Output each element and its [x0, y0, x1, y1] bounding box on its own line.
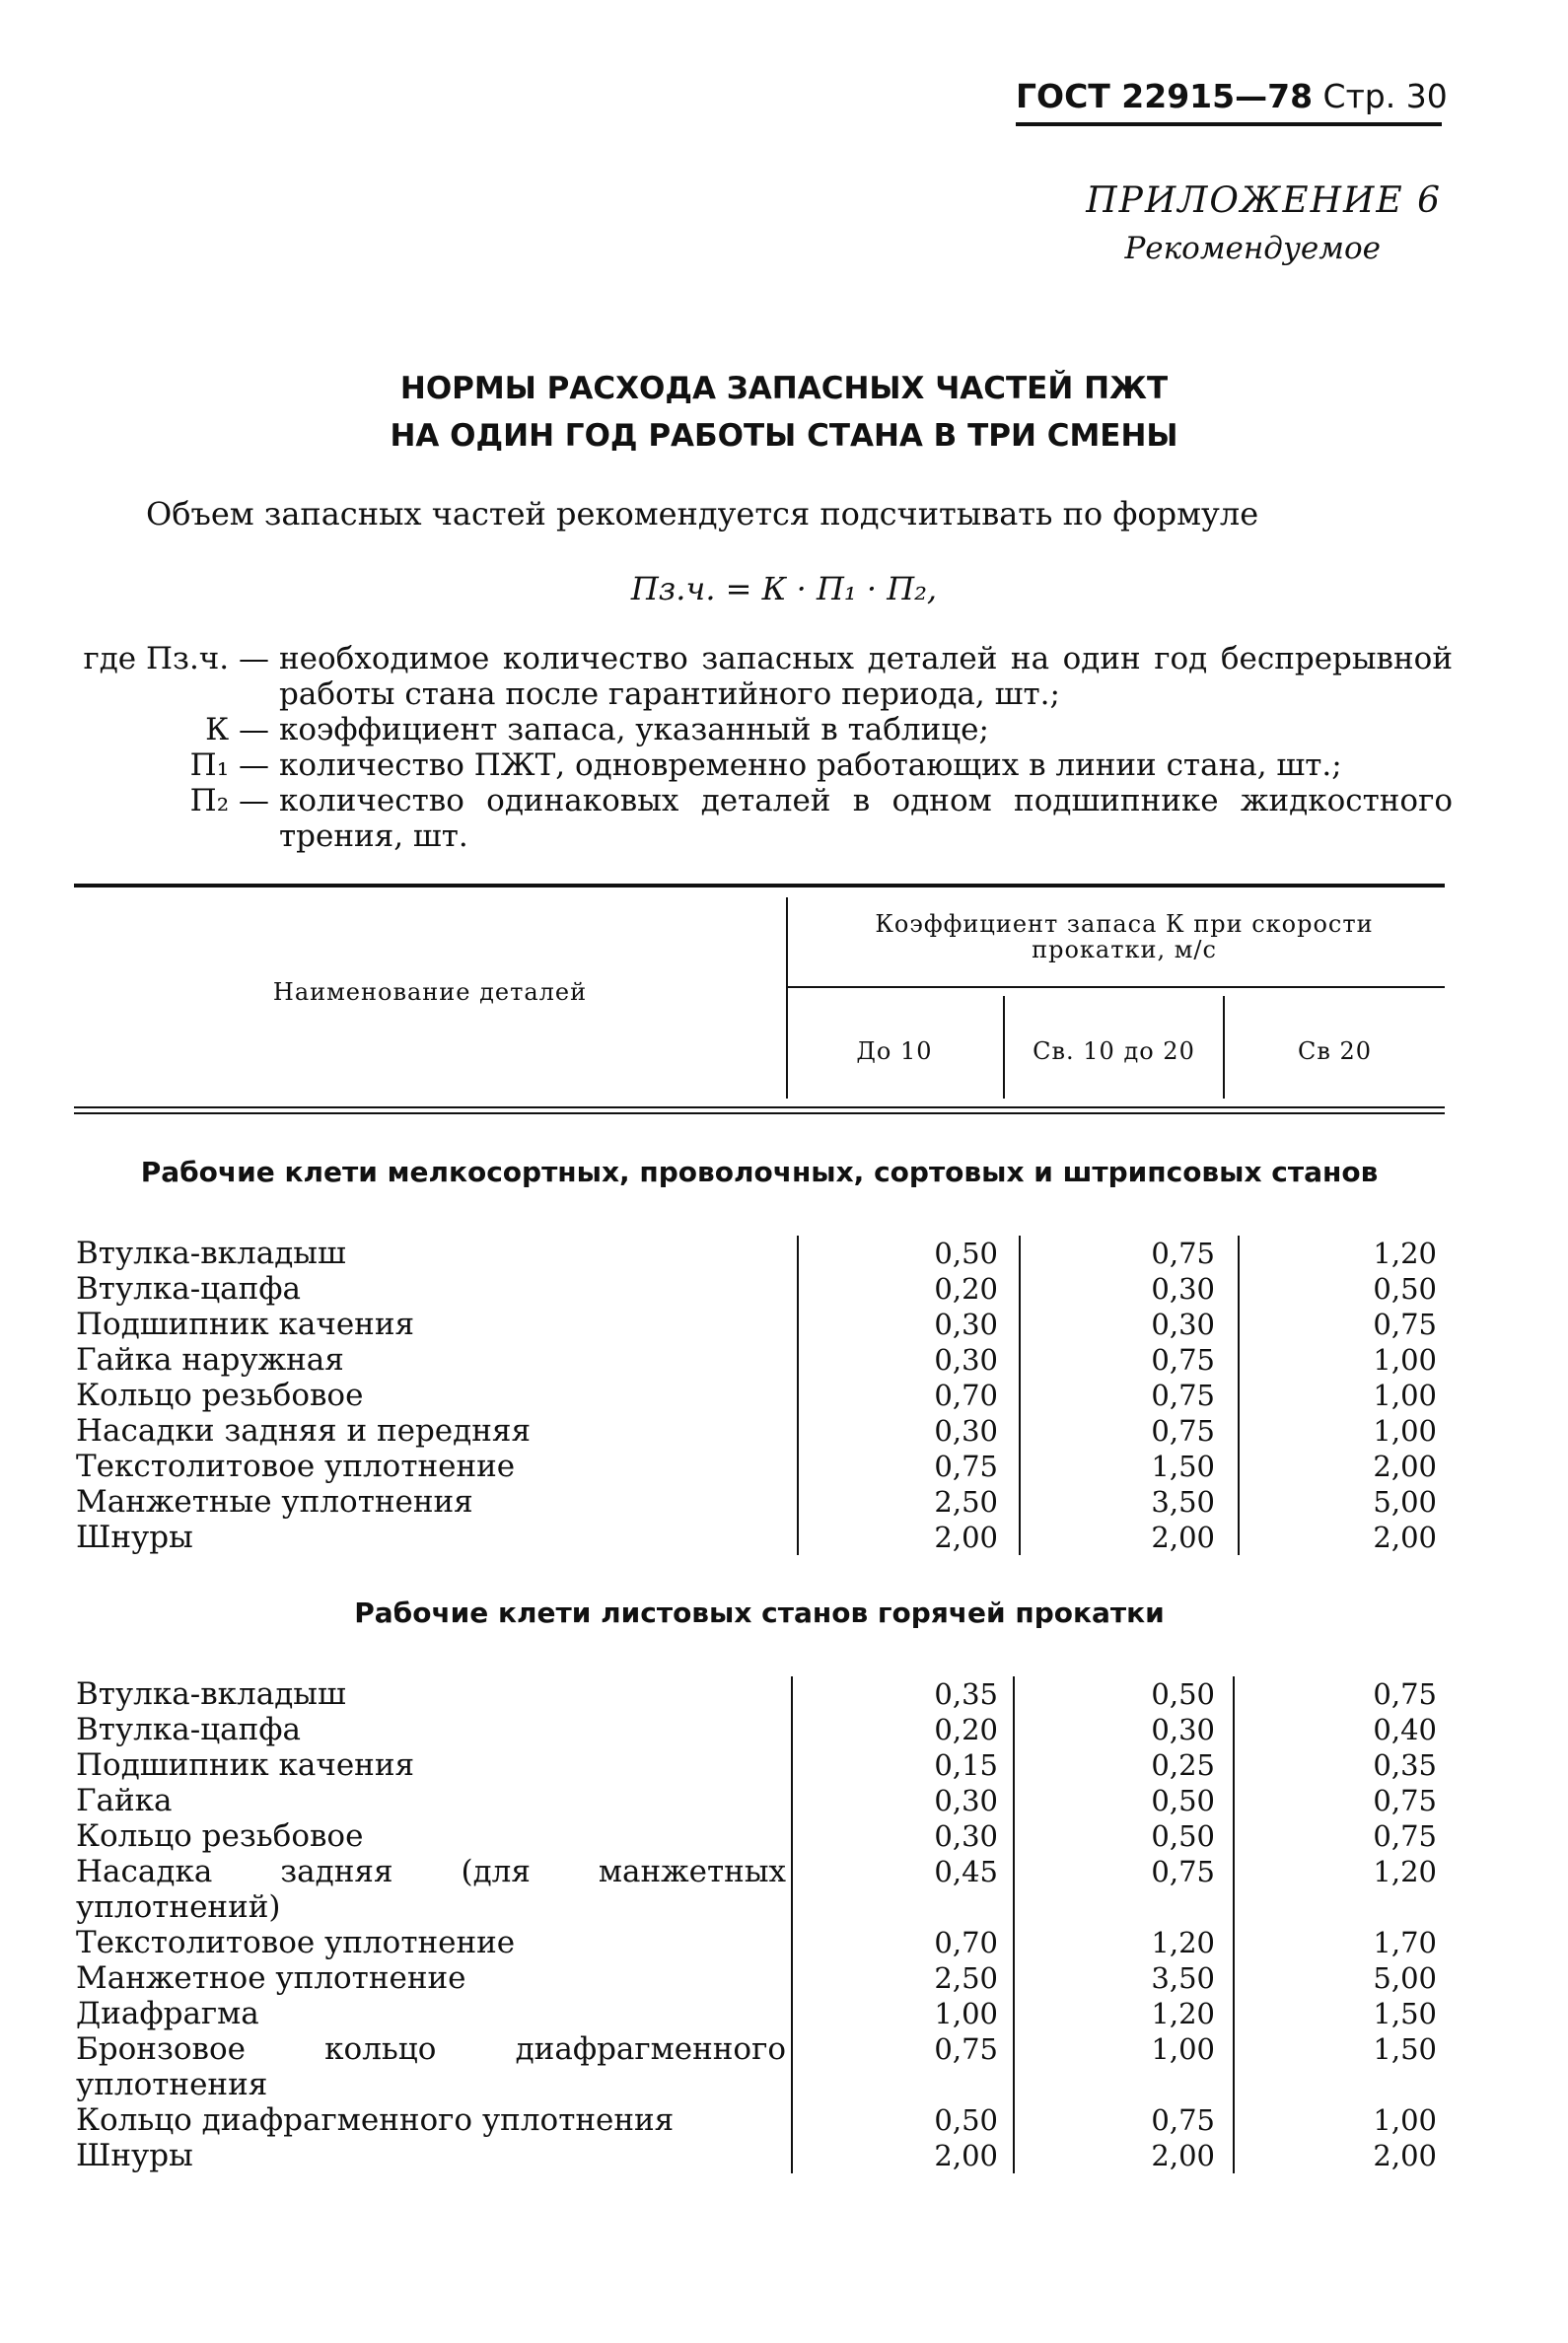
appendix-label: [1086, 178, 1442, 272]
table-row: [74, 1960, 1445, 1996]
column-rule: [1238, 1236, 1240, 1555]
coef-value: 1,00: [1373, 1414, 1437, 1448]
coef-value: 0,30: [934, 1784, 998, 1817]
coef-value: 2,00: [1151, 2139, 1215, 2172]
coef-value: 0,50: [1151, 1784, 1215, 1817]
header-divider: [786, 986, 1445, 988]
norms-table: [74, 884, 1445, 2173]
column-rule: [1013, 1676, 1015, 2173]
table-row: [74, 2031, 1445, 2102]
part-name: Подшипник качения: [76, 1307, 415, 1342]
page-header: [1016, 77, 1448, 115]
coef-value: 1,00: [934, 1997, 998, 2030]
part-name: Подшипник качения: [76, 1747, 415, 1783]
part-name: Втулка-цапфа: [76, 1712, 302, 1747]
part-name: Диафрагма: [76, 1996, 259, 2031]
coef-value: 0,30: [1151, 1308, 1215, 1341]
part-name: Текстолитовое уплотнение: [76, 1925, 516, 1960]
coef-value: 0,20: [934, 1713, 998, 1746]
definitions-list: [77, 641, 1453, 854]
coef-value: 2,50: [934, 1485, 998, 1519]
part-name: Манжетные уплотнения: [76, 1484, 473, 1520]
table-row: [74, 1996, 1445, 2031]
part-name: Гайка: [76, 1783, 173, 1818]
coef-value: 0,15: [934, 1748, 998, 1782]
page-number: Стр. 30: [1322, 77, 1448, 115]
coef-value: 2,00: [1373, 1521, 1437, 1554]
column-header-name: Наименование деталей: [272, 978, 588, 1006]
column-rule: [797, 1236, 799, 1555]
part-name: Втулка-вкладыш: [76, 1676, 346, 1712]
coef-value: 2,00: [1373, 1450, 1437, 1483]
coef-value: 0,35: [934, 1677, 998, 1711]
title-line-2: НА ОДИН ГОД РАБОТЫ СТАНА В ТРИ СМЕНЫ: [390, 418, 1178, 454]
header-divider: [786, 897, 788, 1099]
coef-value: 2,50: [934, 1961, 998, 1995]
appendix-number: ПРИЛОЖЕНИЕ 6: [1086, 180, 1442, 221]
definition-symbol: П₂ —: [189, 783, 269, 818]
coef-value: 0,75: [1151, 1414, 1215, 1448]
definition-symbol: где Пз.ч. —: [83, 641, 269, 676]
coef-value: 2,00: [934, 1521, 998, 1554]
coef-value: 1,00: [1373, 2103, 1437, 2137]
part-name: Манжетное уплотнение: [76, 1960, 466, 1996]
part-name: Насадки задняя и передняя: [76, 1413, 532, 1449]
coef-value: 0,30: [1151, 1713, 1215, 1746]
coef-value: 1,00: [1151, 2032, 1215, 2066]
table-row: [74, 1676, 1445, 1712]
part-name: Втулка-вкладыш: [76, 1236, 346, 1271]
appendix-status: Рекомендуемое: [1124, 231, 1381, 266]
coef-value: 0,30: [934, 1819, 998, 1853]
coef-value: 0,30: [934, 1308, 998, 1341]
coef-value: 1,20: [1373, 1855, 1437, 1888]
part-name: Бронзовое кольцо диафрагменного уплотнения: [76, 2031, 786, 2102]
coef-value: 0,50: [934, 2103, 998, 2137]
coef-value: 0,75: [1151, 1855, 1215, 1888]
section-title: Рабочие клети мелкосортных, проволочных, сортовых и штрипсовых станов: [140, 1156, 1379, 1188]
definition-text: необходимое количество запасных деталей на один год беспрерывной работы стана после гарантийного периода, шт.;: [279, 641, 1453, 712]
table-row: [74, 1747, 1445, 1783]
coef-value: 0,30: [934, 1343, 998, 1377]
coef-value: 1,70: [1373, 1926, 1437, 1959]
coef-value: 0,45: [934, 1855, 998, 1888]
coef-value: 2,00: [1151, 1521, 1215, 1554]
coef-value: 3,50: [1151, 1961, 1215, 1995]
part-name: Гайка наружная: [76, 1342, 344, 1378]
coef-value: 1,20: [1151, 1926, 1215, 1959]
coef-value: 0,30: [934, 1414, 998, 1448]
table-row: [74, 1854, 1445, 1925]
coef-value: 0,75: [1373, 1784, 1437, 1817]
title-line-1: НОРМЫ РАСХОДА ЗАПАСНЫХ ЧАСТЕЙ ПЖТ: [399, 371, 1169, 406]
table-row: [74, 2138, 1445, 2173]
coef-value: 0,75: [1151, 2103, 1215, 2137]
column-rule: [791, 1676, 793, 2173]
intro-text: Объем запасных частей рекомендуется подсчитывать по формуле: [146, 495, 1259, 532]
table-row: [74, 2102, 1445, 2138]
coef-value: 0,75: [934, 1450, 998, 1483]
definition-text: количество одинаковых деталей в одном подшипнике жидкостного трения, шт.: [279, 783, 1453, 854]
coef-value: 0,75: [1373, 1677, 1437, 1711]
part-name: Шнуры: [76, 1520, 193, 1555]
coef-value: 0,50: [1373, 1272, 1437, 1306]
table-row: [74, 1818, 1445, 1854]
document-title: [0, 365, 1568, 460]
coef-value: 1,00: [1373, 1343, 1437, 1377]
coef-value: 1,50: [1373, 1997, 1437, 2030]
coef-value: 0,75: [1151, 1343, 1215, 1377]
part-name: Шнуры: [76, 2138, 193, 2173]
coef-value: 0,75: [1151, 1379, 1215, 1412]
section-title: Рабочие клети листовых станов горячей прокатки: [354, 1597, 1165, 1629]
coef-value: 1,20: [1151, 1997, 1215, 2030]
definition-item: [77, 641, 1453, 712]
table-header: [74, 888, 1445, 1106]
coef-value: 0,75: [1151, 1237, 1215, 1270]
definition-text: количество ПЖТ, одновременно работающих в линии стана, шт.;: [279, 747, 1342, 783]
coef-value: 0,75: [1373, 1308, 1437, 1341]
part-name: Кольцо диафрагменного уплотнения: [76, 2102, 675, 2138]
table-row: [74, 1783, 1445, 1818]
coef-value: 5,00: [1373, 1485, 1437, 1519]
coef-value: 0,70: [934, 1926, 998, 1959]
column-header-speed: Св 20: [1297, 1037, 1373, 1065]
table-header-rule: [74, 1106, 1445, 1114]
table-row: [74, 1925, 1445, 1960]
header-rule: [1016, 122, 1442, 126]
coef-value: 1,00: [1373, 1379, 1437, 1412]
coef-value: 2,00: [1373, 2139, 1437, 2172]
definition-item: [77, 712, 1453, 747]
column-header-speed: До 10: [856, 1037, 933, 1065]
coef-value: 0,50: [1151, 1677, 1215, 1711]
standard-number: ГОСТ 22915—78: [1016, 77, 1314, 115]
definition-item: [77, 747, 1453, 783]
coef-value: 2,00: [934, 2139, 998, 2172]
section-rows: [74, 1676, 1445, 2173]
coef-value: 1,50: [1373, 2032, 1437, 2066]
section-rows: [74, 1236, 1445, 1555]
coef-value: 1,50: [1151, 1450, 1215, 1483]
coef-value: 0,30: [1151, 1272, 1215, 1306]
part-name: Втулка-цапфа: [76, 1271, 302, 1307]
definition-symbol: П₁ —: [189, 747, 269, 783]
coef-value: 5,00: [1373, 1961, 1437, 1995]
coef-value: 0,75: [1373, 1819, 1437, 1853]
definition-item: [77, 783, 1453, 854]
column-header-speed: Св. 10 до 20: [1033, 1037, 1195, 1065]
coef-value: 1,20: [1373, 1237, 1437, 1270]
coef-value: 0,25: [1151, 1748, 1215, 1782]
coef-value: 0,50: [934, 1237, 998, 1270]
table-row: [74, 1712, 1445, 1747]
coef-value: 0,40: [1373, 1713, 1437, 1746]
coef-value: 3,50: [1151, 1485, 1215, 1519]
part-name: Кольцо резьбовое: [76, 1378, 364, 1413]
coef-value: 0,50: [1151, 1819, 1215, 1853]
definition-text: коэффициент запаса, указанный в таблице;: [279, 712, 989, 747]
part-name: Насадка задняя (для манжетных уплотнений): [76, 1854, 786, 1925]
column-header-group: Коэффициент запаса К при скорости прокатки, м/с: [875, 910, 1374, 963]
coef-value: 0,70: [934, 1379, 998, 1412]
coef-value: 0,20: [934, 1272, 998, 1306]
column-rule: [1019, 1236, 1021, 1555]
column-rule: [1233, 1676, 1235, 2173]
coef-value: 0,35: [1373, 1748, 1437, 1782]
part-name: Кольцо резьбовое: [76, 1818, 364, 1854]
definition-symbol: К —: [205, 712, 269, 747]
formula: Пз.ч. = К · П₁ · П₂,: [630, 570, 938, 607]
part-name: Текстолитовое уплотнение: [76, 1449, 516, 1484]
coef-value: 0,75: [934, 2032, 998, 2066]
